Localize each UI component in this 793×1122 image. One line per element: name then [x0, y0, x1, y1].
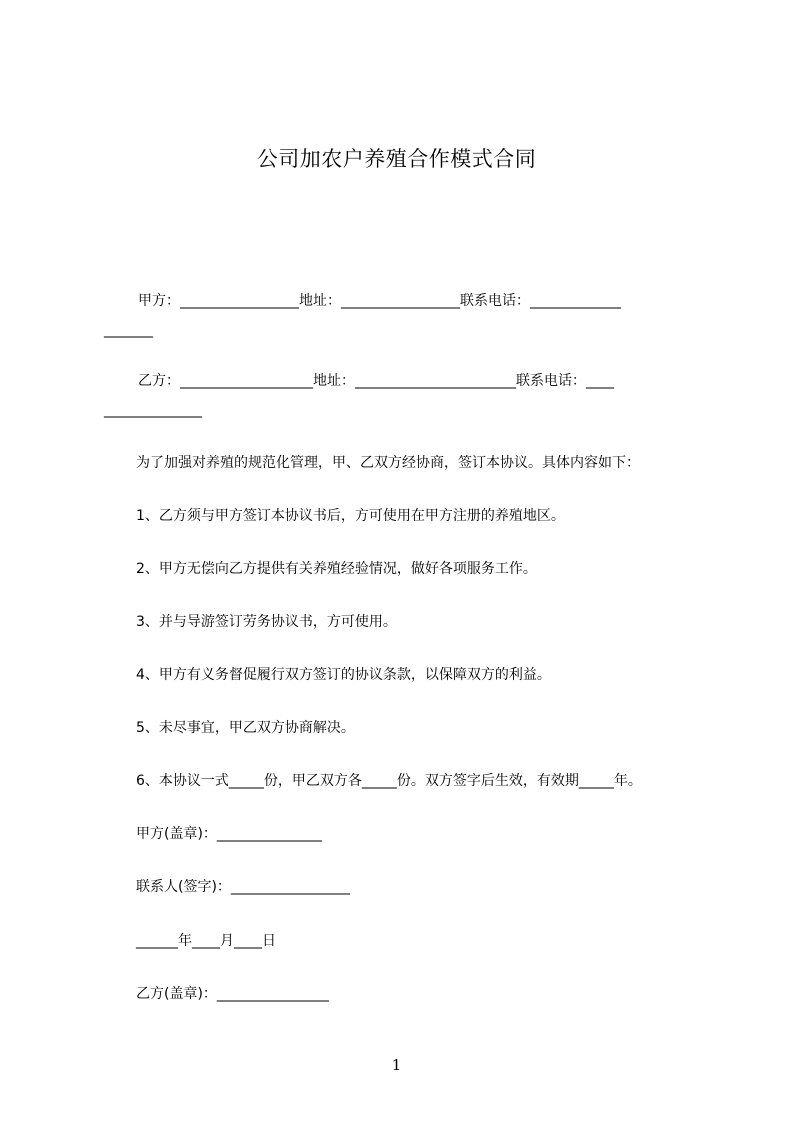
signature-date: ______年____月____日: [136, 933, 276, 949]
clause-4: 4、甲方有义务督促履行双方签订的协议条款，以保障双方的利益。: [136, 667, 551, 683]
clause-2: 2、甲方无偿向乙方提供有关养殖经验情况，做好各项服务工作。: [136, 561, 537, 577]
party-a-seal: 甲方(盖章)：_______________: [136, 826, 322, 842]
party-b-seal: 乙方(盖章)：________________: [136, 986, 329, 1002]
clause-1: 1、乙方须与甲方签订本协议书后，方可使用在甲方注册的养殖地区。: [136, 508, 565, 524]
party-b-line-continued: ______________: [104, 402, 202, 418]
page-number: 1: [391, 1056, 402, 1074]
document-title: 公司加农户养殖合作模式合同: [256, 147, 537, 171]
party-a-line: 甲方：_________________地址：_________________联系电话：_____________: [138, 293, 621, 309]
party-b-line: 乙方：___________________地址：_______________________联系电话：____: [138, 373, 614, 389]
intro-paragraph: 为了加强对养殖的规范化管理，甲、乙双方经协商，签订本协议。具体内容如下：: [136, 455, 640, 471]
contact-signature: 联系人(签字)：_________________: [136, 879, 350, 895]
clause-6: 6、本协议一式_____份，甲乙双方各_____份。双方签字后生效，有效期_____年。: [136, 773, 642, 789]
party-a-line-continued: _______: [104, 322, 153, 338]
clause-5: 5、未尽事宜，甲乙双方协商解决。: [136, 720, 355, 736]
clause-3: 3、并与导游签订劳务协议书，方可使用。: [136, 614, 397, 630]
